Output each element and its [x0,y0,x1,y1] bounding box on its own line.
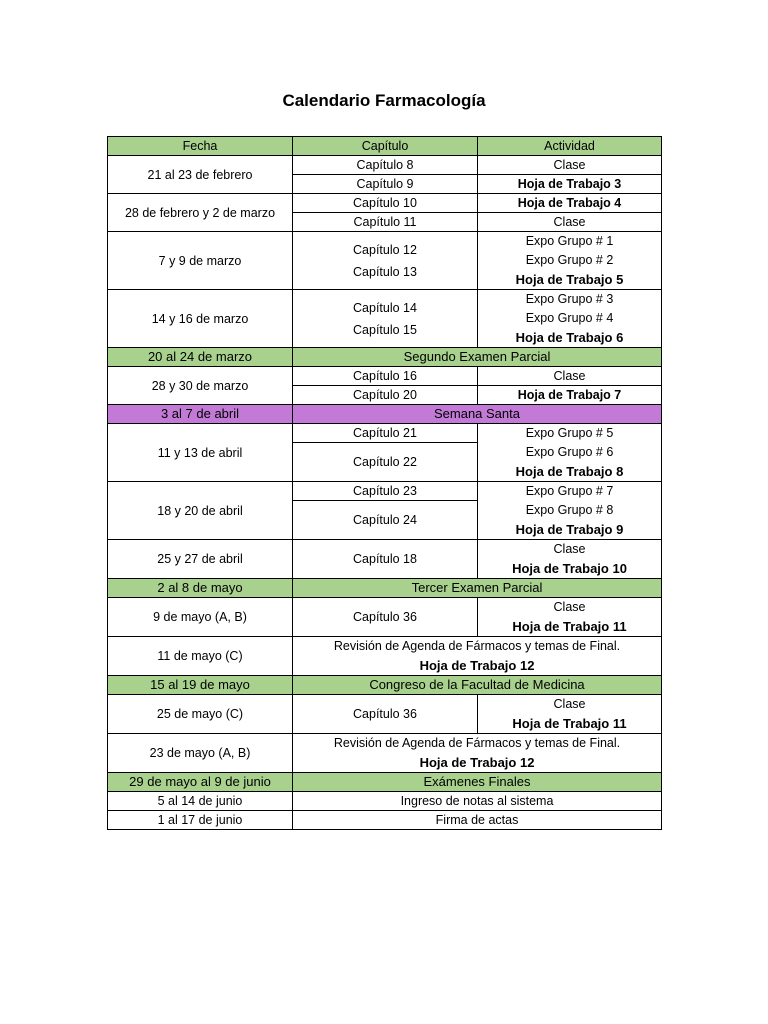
actividad-line: Hoja de Trabajo 5 [515,272,624,287]
fecha-cell: 1 al 17 de junio [108,811,293,830]
header-fecha: Fecha [108,137,293,156]
event-cell: Tercer Examen Parcial [293,579,662,598]
capitulo-cell: Capítulo 16 [293,367,478,386]
capitulo-cell: Capítulo 8 [293,156,478,175]
fecha-cell: 28 y 30 de marzo [108,367,293,405]
capitulo-cell: Capítulo 36 [293,695,478,734]
table-row [108,637,662,676]
capitulo-line: Capítulo 15 [353,322,417,337]
actividad-line: Expo Grupo # 7 [525,484,614,498]
table-row [108,540,662,579]
fecha-cell: 15 al 19 de mayo [108,676,293,695]
actividad-line: Expo Grupo # 4 [525,311,614,325]
actividad-line: Expo Grupo # 6 [525,445,614,459]
capitulo-cell: Capítulo 24 [293,501,478,540]
capitulo-cell: Capítulo 22 [293,443,478,482]
fecha-cell: 3 al 7 de abril [108,405,293,424]
actividad-cell: Hoja de Trabajo 3 [478,175,662,194]
actividad-line: Clase [553,542,586,556]
actividad-line: Expo Grupo # 3 [525,292,614,306]
table-header-row [108,137,662,156]
table-row [108,156,662,175]
actividad-line: Expo Grupo # 5 [525,426,614,440]
actividad-line: Hoja de Trabajo 11 [512,716,627,731]
actividad-line: Hoja de Trabajo 8 [515,464,624,479]
fecha-cell: 5 al 14 de junio [108,792,293,811]
merged-cell [293,637,662,676]
actividad-cell: Hoja de Trabajo 7 [478,386,662,405]
merged-line: Revisión de Agenda de Fármacos y temas de Final. [333,639,621,653]
merged-line: Hoja de Trabajo 12 [419,755,535,770]
fecha-cell: 11 de mayo (C) [108,637,293,676]
actividad-line: Clase [553,697,586,711]
event-cell: Segundo Examen Parcial [293,348,662,367]
capitulo-cell: Capítulo 10 [293,194,478,213]
fecha-cell: 25 y 27 de abril [108,540,293,579]
actividad-line: Hoja de Trabajo 9 [515,522,624,537]
actividad-cell [478,290,662,348]
table-row [108,482,662,501]
event-cell: Exámenes Finales [293,773,662,792]
fecha-cell: 11 y 13 de abril [108,424,293,482]
actividad-line: Clase [553,600,586,614]
capitulo-cell: Capítulo 20 [293,386,478,405]
event-cell: Ingreso de notas al sistema [293,792,662,811]
actividad-line: Expo Grupo # 8 [525,503,614,517]
table-row [108,424,662,443]
actividad-line: Hoja de Trabajo 11 [512,619,627,634]
fecha-cell: 9 de mayo (A, B) [108,598,293,637]
merged-line: Hoja de Trabajo 12 [419,658,535,673]
actividad-line: Expo Grupo # 2 [525,253,614,267]
table-row-exam [108,348,662,367]
merged-line: Revisión de Agenda de Fármacos y temas de Final. [333,736,621,750]
table-row [108,194,662,213]
capitulo-cell: Capítulo 11 [293,213,478,232]
page-title: Calendario Farmacología [282,91,486,110]
fecha-cell: 7 y 9 de marzo [108,232,293,290]
actividad-line: Hoja de Trabajo 6 [515,330,624,345]
table-row-holiday [108,405,662,424]
actividad-cell: Clase [478,213,662,232]
table-row [108,367,662,386]
capitulo-cell: Capítulo 21 [293,424,478,443]
table-row [108,290,662,348]
calendar-table [107,136,662,830]
capitulo-cell: Capítulo 18 [293,540,478,579]
fecha-cell: 14 y 16 de marzo [108,290,293,348]
actividad-cell: Clase [478,156,662,175]
actividad-cell [478,482,662,540]
table-row [108,734,662,773]
fecha-cell: 18 y 20 de abril [108,482,293,540]
table-row [108,232,662,290]
fecha-cell: 23 de mayo (A, B) [108,734,293,773]
capitulo-line: Capítulo 14 [353,300,417,315]
fecha-cell: 29 de mayo al 9 de junio [108,773,293,792]
capitulo-line: Capítulo 12 [353,242,417,257]
merged-cell [293,734,662,773]
actividad-cell [478,540,662,579]
actividad-cell [478,424,662,482]
capitulo-cell: Capítulo 9 [293,175,478,194]
fecha-cell: 28 de febrero y 2 de marzo [108,194,293,232]
event-cell: Congreso de la Facultad de Medicina [293,676,662,695]
actividad-cell [478,598,662,637]
capitulo-cell [293,232,478,290]
fecha-cell: 21 al 23 de febrero [108,156,293,194]
actividad-line: Hoja de Trabajo 10 [512,561,627,576]
table-row-exam [108,773,662,792]
actividad-line: Expo Grupo # 1 [525,234,614,248]
event-cell: Firma de actas [293,811,662,830]
capitulo-cell: Capítulo 36 [293,598,478,637]
table-row-event [108,676,662,695]
header-capitulo: Capítulo [293,137,478,156]
capitulo-cell: Capítulo 23 [293,482,478,501]
table-row [108,598,662,637]
fecha-cell: 2 al 8 de mayo [108,579,293,598]
table-row [108,811,662,830]
event-cell: Semana Santa [293,405,662,424]
actividad-cell: Clase [478,367,662,386]
table-row [108,695,662,734]
capitulo-cell [293,290,478,348]
header-actividad: Actividad [478,137,662,156]
fecha-cell: 20 al 24 de marzo [108,348,293,367]
capitulo-line: Capítulo 13 [353,264,417,279]
actividad-cell [478,695,662,734]
actividad-cell: Hoja de Trabajo 4 [478,194,662,213]
table-row-exam [108,579,662,598]
actividad-cell [478,232,662,290]
fecha-cell: 25 de mayo (C) [108,695,293,734]
table-row [108,792,662,811]
